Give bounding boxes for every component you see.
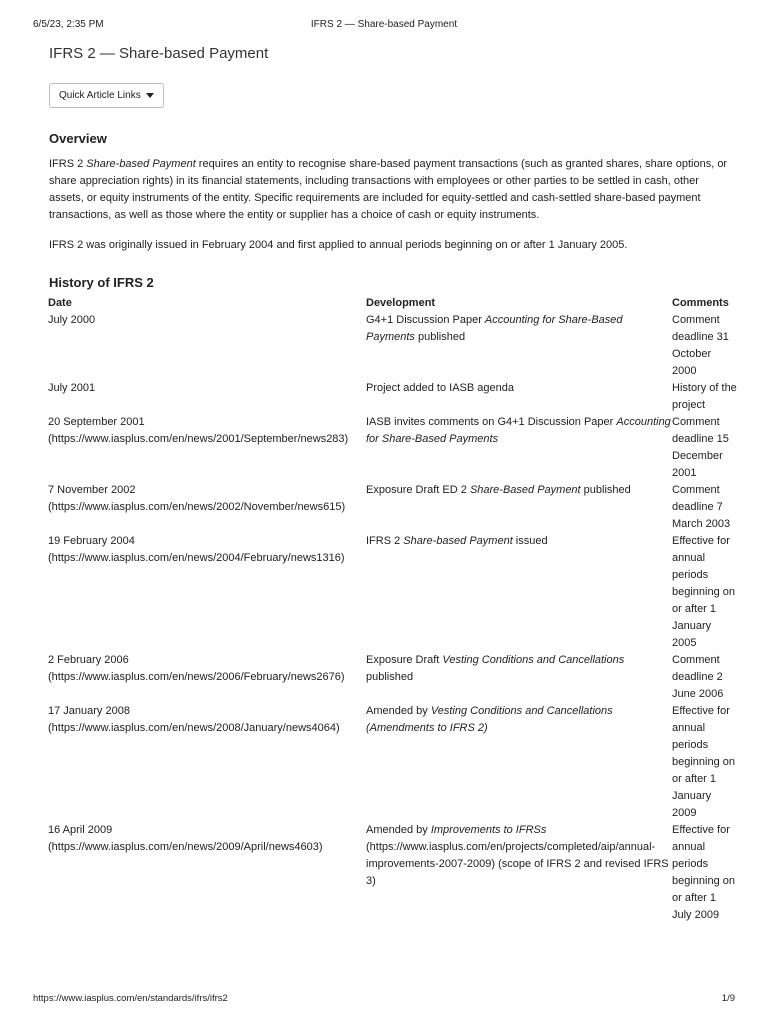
cell-comments: Effective for annual periods beginning on or after 1 January 2005 <box>672 535 736 649</box>
development-text: published <box>414 331 466 343</box>
cell-development <box>366 482 672 533</box>
overview-paragraph-1 <box>49 156 729 224</box>
cell-development <box>366 822 672 924</box>
print-header <box>33 19 735 30</box>
overview-p1-title: Share-based Payment <box>86 158 196 170</box>
caret-down-icon <box>146 93 154 98</box>
table-row <box>48 533 738 652</box>
cell-comments: History of the project <box>672 382 737 411</box>
cell-development <box>366 380 672 414</box>
history-table <box>48 295 738 924</box>
page-title: IFRS 2 — Share-based Payment <box>49 45 269 62</box>
cell-date <box>48 533 366 652</box>
development-text: Project added to IASB agenda <box>366 382 514 394</box>
development-text: IFRS 2 <box>366 535 404 547</box>
cell-date <box>48 482 366 533</box>
development-title: Improvements to IFRSs <box>430 824 547 836</box>
development-title: Share-based Payment <box>403 535 513 547</box>
quick-article-links-button[interactable] <box>49 83 164 108</box>
news-link[interactable]: (https://www.iasplus.com/en/news/2008/January/news4064) <box>48 722 340 734</box>
column-header-comments: Comments <box>672 297 729 309</box>
date-text: 19 February 2004 <box>48 535 135 547</box>
quick-article-links-label: Quick Article Links <box>59 90 141 101</box>
print-footer-url: https://www.iasplus.com/en/standards/ifrs/ifrs2 <box>33 993 228 1004</box>
history-table-header <box>48 295 738 312</box>
print-page-number: 1/9 <box>721 993 735 1004</box>
news-link[interactable]: (https://www.iasplus.com/en/news/2004/February/news1316) <box>48 552 345 564</box>
print-footer <box>33 993 735 1004</box>
cell-date <box>48 380 366 414</box>
cell-date <box>48 414 366 482</box>
cell-development <box>366 414 672 482</box>
news-link[interactable]: (https://www.iasplus.com/en/news/2006/February/news2676) <box>48 671 345 683</box>
development-text: published <box>580 484 631 496</box>
cell-date <box>48 652 366 703</box>
cell-development <box>366 652 672 703</box>
news-link[interactable]: (https://www.iasplus.com/en/news/2002/November/news615) <box>48 501 346 513</box>
overview-paragraph-2: IFRS 2 was originally issued in February 2004 and first applied to annual periods beginning on or after 1 January 2005. <box>49 239 628 251</box>
development-text: Exposure Draft ED 2 <box>366 484 470 496</box>
overview-heading: Overview <box>49 131 107 146</box>
overview-p1-text-a: IFRS 2 <box>49 158 87 170</box>
development-title: Vesting Conditions and Cancellations (Amendments to IFRS 2) <box>366 705 613 734</box>
cell-date <box>48 822 366 924</box>
date-text: 2 February 2006 <box>48 654 129 666</box>
development-title: Vesting Conditions and Cancellations <box>442 654 625 666</box>
development-text: issued <box>512 535 548 547</box>
development-title: Accounting for Share-Based Payments <box>366 416 671 445</box>
table-row <box>48 312 738 380</box>
cell-comments: Comment deadline 31 October 2000 <box>672 314 729 377</box>
cell-comments: Comment deadline 7 March 2003 <box>672 484 731 530</box>
development-text: (https://www.iasplus.com/en/projects/completed/aip/annual-improvements-2007-2009) (scope of IFRS 2 and revised IFRS 3) <box>366 841 669 887</box>
cell-development <box>366 312 672 380</box>
table-row <box>48 822 738 924</box>
cell-comments: Comment deadline 2 June 2006 <box>672 654 724 700</box>
table-row <box>48 482 738 533</box>
cell-development <box>366 703 672 822</box>
development-text: published <box>366 671 414 683</box>
column-header-development: Development <box>366 297 436 309</box>
development-text: G4+1 Discussion Paper <box>366 314 485 326</box>
print-datetime: 6/5/23, 2:35 PM <box>33 19 104 30</box>
cell-comments: Comment deadline 15 December 2001 <box>672 416 729 479</box>
date-text: 7 November 2002 <box>48 484 136 496</box>
table-row <box>48 414 738 482</box>
development-title: Share-Based Payment <box>469 484 581 496</box>
development-text: IASB invites comments on G4+1 Discussion Paper <box>366 416 617 428</box>
date-text: July 2001 <box>48 382 96 394</box>
table-row <box>48 380 738 414</box>
date-text: 17 January 2008 <box>48 705 130 717</box>
development-title: Accounting for Share-Based Payments <box>366 314 623 343</box>
column-header-date: Date <box>48 297 72 309</box>
development-text: Amended by <box>366 705 431 717</box>
history-heading: History of IFRS 2 <box>49 275 154 290</box>
cell-comments: Effective for annual periods beginning on or after 1 July 2009 <box>672 824 736 921</box>
table-row <box>48 703 738 822</box>
table-row <box>48 652 738 703</box>
print-title: IFRS 2 — Share-based Payment <box>310 19 458 30</box>
cell-date <box>48 703 366 822</box>
cell-date <box>48 312 366 380</box>
date-text: July 2000 <box>48 314 96 326</box>
overview-p1-text-c: requires an entity to recognise share-based payment transactions (such as granted shares, share options, or share appreciation rights) in its financial statements, including transactions with employees or other parties to be settled in cash, other assets, or equity instruments of the entity. Specific requirements are included for equity-settled and cash-settled share-based payment transactions, as well as those where the entity or supplier has a choice of cash or equity instruments. <box>49 158 728 221</box>
date-text: 16 April 2009 <box>48 824 113 836</box>
cell-development <box>366 533 672 652</box>
date-text: 20 September 2001 <box>48 416 145 428</box>
development-text: Exposure Draft <box>366 654 443 666</box>
cell-comments: Effective for annual periods beginning on or after 1 January 2009 <box>672 705 736 819</box>
development-text: Amended by <box>366 824 431 836</box>
news-link[interactable]: (https://www.iasplus.com/en/news/2001/September/news283) <box>48 433 349 445</box>
news-link[interactable]: (https://www.iasplus.com/en/news/2009/April/news4603) <box>48 841 323 853</box>
